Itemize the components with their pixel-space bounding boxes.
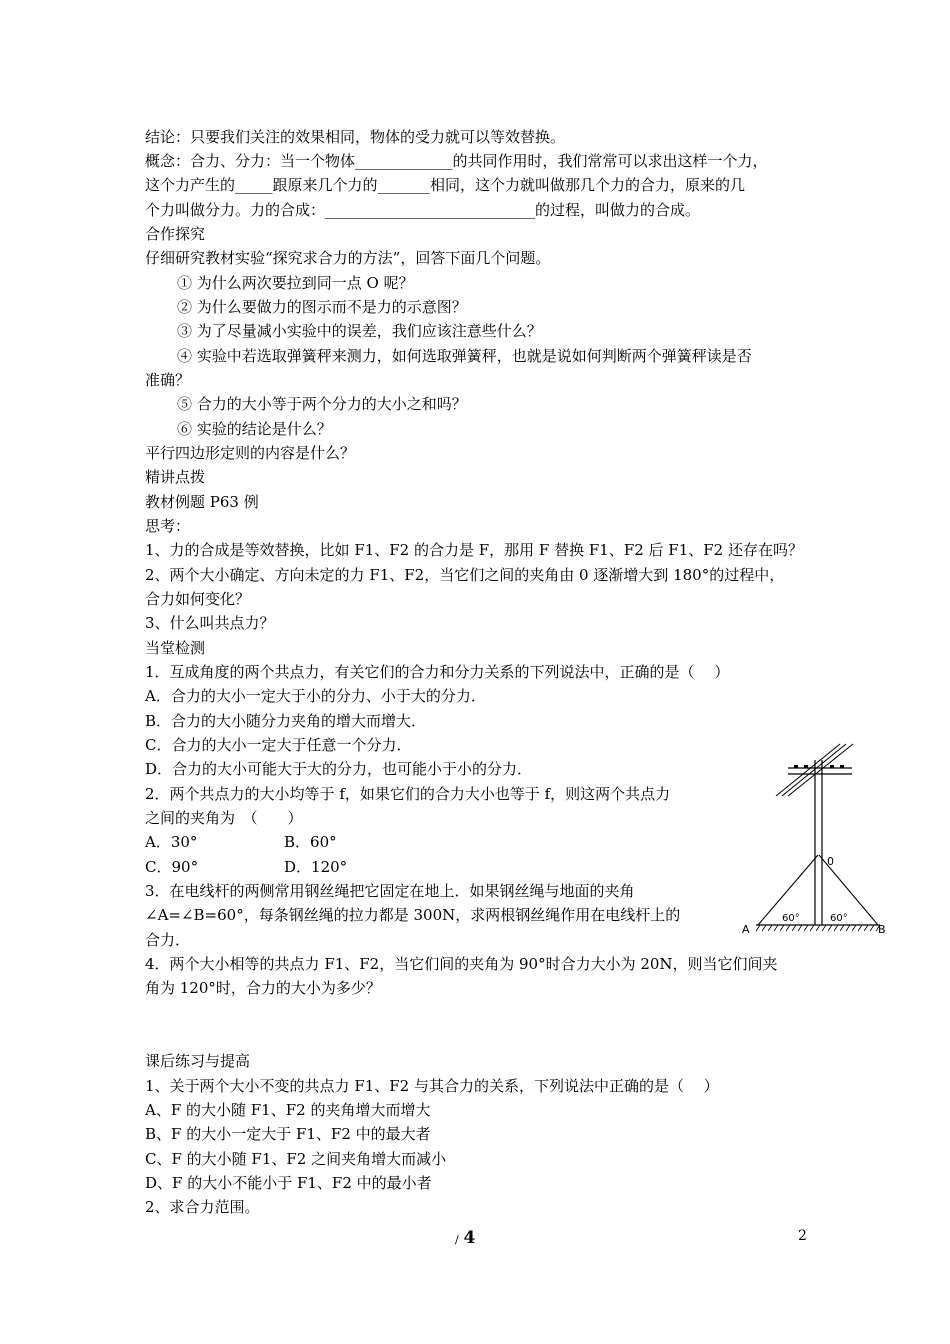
section-heading-cooperation: 合作探究: [145, 225, 206, 243]
test-q1-option-b: B．合力的大小随分力夹角的增大而增大．: [145, 712, 427, 730]
test-question-2: 2．两个共点力的大小均等于 f，如果它们的合力大小也等于 f，则这两个共点力: [145, 785, 671, 803]
page-counter: [455, 1228, 475, 1248]
think-question-1: 1、力的合成是等效替换，比如 F1、F2 的合力是 F，那用 F 替换 F1、F2 后 F1、F2 还存在吗？: [145, 541, 803, 559]
section-heading-test: 当堂检测: [145, 639, 206, 657]
test-q2-option-a: A．30°: [145, 833, 198, 851]
question-item-3: ③ 为了尽量减小实验中的误差，我们应该注意些什么？: [177, 322, 542, 340]
test-question-3-cont: ∠A=∠B=60°，每条钢丝绳的拉力都是 300N，求两根钢丝绳作用在电线杆上的: [145, 906, 681, 924]
homework-option-a: A、F 的大小随 F1、F2 的夹角增大而增大: [145, 1101, 431, 1119]
test-question-3: 3．在电线杆的两侧常用钢丝绳把它固定在地上．如果钢丝绳与地面的夹角: [145, 882, 635, 900]
test-question-4: 4．两个大小相等的共点力 F1、F2，当它们间的夹角为 90°时合力大小为 20N，则当它们间夹: [145, 955, 778, 973]
concept-line-2: 这个力产生的_____跟原来几个力的_______相同，这个力就叫做那几个力的合力，原来的几: [145, 176, 746, 194]
page-counter-total: 4: [463, 1228, 476, 1248]
concept-line-3: 个力叫做分力。力的合成：____________________________的过程，叫做力的合成。: [145, 201, 701, 219]
homework-option-b: B、F 的大小一定大于 F1、F2 中的最大者: [145, 1125, 431, 1143]
test-q2-option-b: B．60°: [284, 833, 337, 851]
page-number: 2: [798, 1228, 807, 1244]
test-q1-option-d: D．合力的大小可能大于大的分力，也可能小于小的分力．: [145, 760, 533, 778]
section-heading-explain: 精讲点拨: [145, 468, 206, 486]
test-question-3-end: 合力．: [145, 931, 191, 949]
figure-angle-left: 60°: [782, 913, 800, 924]
test-question-2-cont: 之间的夹角为 （ ）: [145, 809, 303, 827]
conclusion-line: 结论：只要我们关注的效果相同，物体的受力就可以等效替换。: [145, 128, 566, 146]
figure-label-b: B: [878, 923, 886, 936]
textbook-example: 教材例题 P63 例: [145, 493, 259, 511]
question-item-4-cont: 准确？: [145, 371, 191, 389]
think-question-2: 2、两个大小确定、方向未定的力 F1、F2，当它们之间的夹角由 0 逐渐增大到 180°的过程中，: [145, 566, 785, 584]
test-q1-option-a: A．合力的大小一定大于小的分力、小于大的分力．: [145, 687, 486, 705]
page-counter-slash: /: [455, 1233, 459, 1246]
test-q1-option-c: C．合力的大小一定大于任意一个分力．: [145, 736, 412, 754]
question-item-6: ⑥ 实验的结论是什么？: [177, 420, 332, 438]
figure-label-a: A: [742, 923, 750, 936]
question-item-4: ④ 实验中若选取弹簧秤来测力，如何选取弹簧秤，也就是说如何判断两个弹簧秤读是否: [177, 347, 752, 365]
section-heading-homework: 课后练习与提高: [145, 1052, 251, 1070]
question-item-5: ⑤ 合力的大小等于两个分力的大小之和吗？: [177, 395, 467, 413]
test-question-1: 1．互成角度的两个共点力，有关它们的合力和分力关系的下列说法中，正确的是（ ）: [145, 663, 730, 681]
parallelogram-question: 平行四边形定则的内容是什么？: [145, 444, 356, 462]
homework-option-c: C、F 的大小随 F1、F2 之间夹角增大而减小: [145, 1150, 447, 1168]
think-question-3: 3、什么叫共点力？: [145, 614, 275, 632]
homework-question-1: 1、关于两个大小不变的共点力 F1、F2 与其合力的关系，下列说法中正确的是（ ）: [145, 1077, 719, 1095]
question-item-1: ① 为什么两次要拉到同一点 O 呢？: [177, 274, 414, 292]
test-q2-option-c: C．90°: [145, 858, 199, 876]
test-q2-option-d: D．120°: [284, 858, 348, 876]
homework-option-d: D、F 的大小不能小于 F1、F2 中的最小者: [145, 1174, 432, 1192]
concept-line-1: 概念：合力、分力：当一个物体_____________的共同作用时，我们常常可以求出这样一个力，: [145, 152, 768, 170]
test-question-4-cont: 角为 120°时，合力的大小为多少？: [145, 979, 381, 997]
think-heading: 思考：: [145, 517, 191, 535]
think-question-2-cont: 合力如何变化？: [145, 590, 251, 608]
utility-pole-figure: [738, 738, 898, 943]
experiment-intro: 仔细研究教材实验“探究求合力的方法”，回答下面几个问题。: [145, 249, 551, 267]
homework-question-2: 2、求合力范围。: [145, 1198, 260, 1216]
figure-angle-right: 60°: [830, 913, 848, 924]
question-item-2: ② 为什么要做力的图示而不是力的示意图？: [177, 298, 467, 316]
figure-label-o: 0: [827, 855, 834, 868]
